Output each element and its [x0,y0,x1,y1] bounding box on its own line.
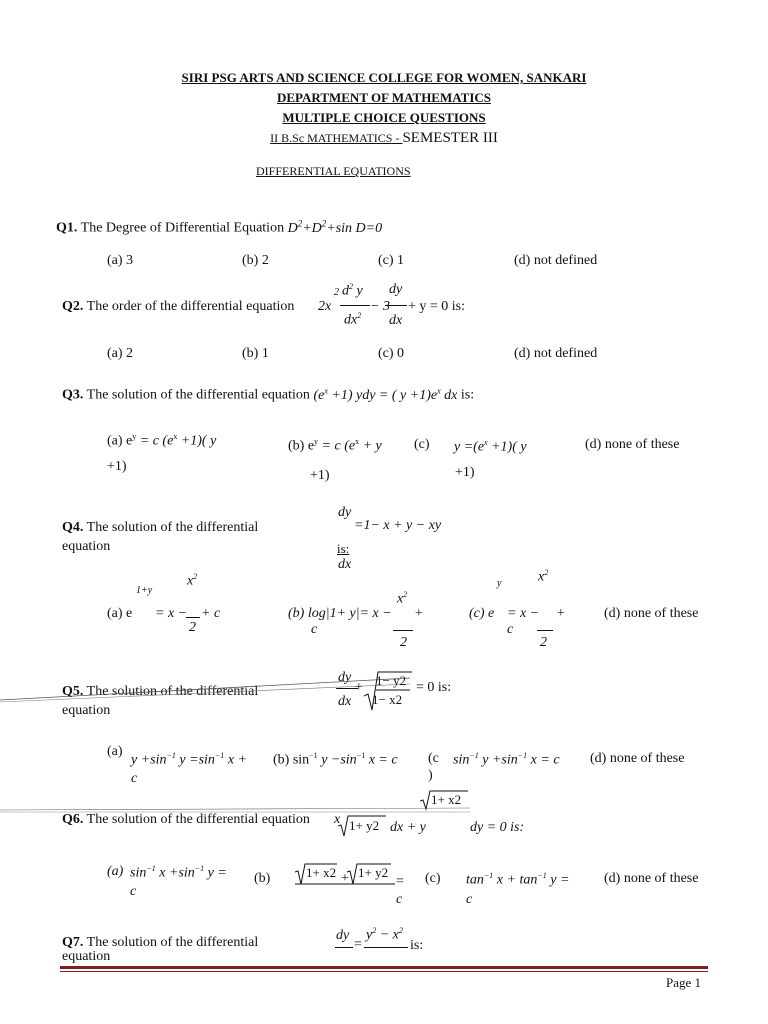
q6-option-a[interactable]: (a) [107,864,124,879]
department-name: DEPARTMENT OF MATHEMATICS [276,90,492,105]
q7-frac-line [335,947,353,948]
q2-option-d[interactable]: (d) not defined [514,346,598,361]
q5-option-d[interactable]: (d) none of these [590,751,685,766]
q6-x: x [334,812,341,827]
q5-option-c[interactable]: (c [428,751,439,766]
q4-text: The solution of the differential [83,520,259,535]
q4-b-plus: + [414,606,424,621]
q7-num: dy [336,928,350,943]
q4-a-den: 2 [189,620,196,635]
footer-rule-thick [60,966,708,969]
q5-label: Q5. [62,684,84,699]
q2-option-c[interactable]: (c) 0 [378,346,405,361]
q7-text-line2: equation [62,949,111,964]
course-semester: SEMESTER III [402,130,498,146]
q4-option-b[interactable]: (b) log|1+ y|= x − [288,606,392,621]
q5-rad-den: 1− x2 [372,692,403,707]
q4-b-frac [393,630,413,631]
q4-a-eq: = x − [155,606,188,621]
q4-c-x: $x^2$ [538,568,549,585]
q5-tail: = 0 is: [416,680,452,695]
q4-b-den: 2 [400,635,407,650]
q6-c-expr: $\tan^{-1} x + \tan^{-1} y$ = [466,871,570,888]
q2-minus3: − 3 [370,299,390,314]
q2-den2: dx [389,313,403,328]
q6-tail: dy = 0 is: [470,820,525,835]
q6-option-c[interactable]: (c) [425,871,441,886]
q2-coeff: 2x [318,299,332,314]
q3-option-d[interactable]: (d) none of these [585,437,680,452]
q5-den: dx [338,694,352,709]
q2-text: The order of the differential equation [83,299,295,314]
q2-den1: $dx^2$ [344,311,362,328]
q7-label: Q7. [62,935,84,950]
q4-is: is: [337,541,350,556]
q4-a-x2: $x^2$ [187,572,198,589]
q3-option-b-cont: +1) [310,468,330,483]
q4-a-plus: + c [201,606,221,621]
q3-option-a-cont: +1) [107,459,127,474]
q7-text: The solution of the differential [83,935,259,950]
q1-option-c[interactable]: (c) 1 [378,253,405,268]
q6-rad-top-text: 1+ x2 [431,792,462,807]
page-number: Page 1 [666,975,702,990]
q3-text: The solution of the differential equation [83,387,314,403]
q6-a-expr: $\sin^{-1} x +\sin^{-1}$ y = [130,864,227,881]
course-line [0,129,768,147]
q2-sup: 2 [334,287,339,298]
q3-option-c[interactable]: (c) [414,437,430,452]
q3-option-b[interactable]: (b) $e^y = c$ ($e^x + y$ [288,437,382,454]
footer-rule-thin [60,971,708,972]
q6-b-c: c [396,892,403,907]
q5-option-a[interactable]: (a) [107,744,123,759]
q1-option-a[interactable]: (a) 3 [107,253,134,268]
question-4 [62,520,258,536]
q2-tail: + y = 0 is: [408,299,466,314]
q4-b-x: $x^2$ [397,590,408,607]
q4-c-plus: + [556,606,566,621]
course-prefix: II B.Sc MATHEMATICS - [270,131,403,145]
q4-text-line2: equation [62,539,111,554]
q2-option-b[interactable]: (b) 1 [242,346,269,361]
q5-option-c-close: ) [428,768,433,783]
q5-text-line2: equation [62,703,111,718]
question-6 [62,812,310,828]
q5-a-c: c [131,771,138,786]
q2-option-a[interactable]: (a) 2 [107,346,134,361]
q4-num: dy [338,505,352,520]
q5-text: The solution of the differential [83,684,259,699]
q5-option-b[interactable]: (b) $\sin^{-1} y -\sin^{-1}$ x = c [273,751,398,768]
q4-option-d[interactable]: (d) none of these [604,606,699,621]
q6-b-eq: = [396,874,404,889]
q5-num: dy [338,670,352,685]
q2-num1: $d^2$ y [342,282,363,299]
q5-c-expr: $\sin^{-1} y +\sin^{-1}$ x = c [453,751,560,768]
q6-b-r2: 1+ y2 [358,865,389,880]
q4-c-frac [537,630,553,631]
q3-option-c-cont: +1) [455,465,475,480]
q2-frac1-line [340,305,370,306]
q4-a-frac [186,617,200,618]
q4-c-den: 2 [540,635,547,650]
question-3: Q3. The solution of the differential equation $(e^x +1)$ ydy = ( $y +1)e^x$ dx is: [62,386,475,403]
q2-num2: dy [389,282,403,297]
q7-eq: = [354,937,362,952]
question-2 [62,299,294,315]
college-name: SIRI PSG ARTS AND SCIENCE COLLEGE FOR WOMEN, SANKARI [181,70,587,85]
q4-c-exp: y [497,578,502,589]
q4-den: dx [338,557,352,572]
q1-text: The Degree of Differential Equation [77,220,288,236]
q6-b-r1: 1+ x2 [306,865,337,880]
q4-option-a[interactable]: (a) e [107,606,133,621]
q7-num2: $y^2 - x^2$ [366,926,403,943]
q6-mid: dx + y [390,820,426,835]
q4-c-eq: = x − [507,606,540,621]
q3-option-a[interactable]: (a) $e^y = c$ $(e^x +1)$( y [107,432,217,449]
q1-option-b[interactable]: (b) 2 [242,253,269,268]
q2-label: Q2. [62,299,84,314]
q4-option-c[interactable]: (c) e [469,606,495,621]
q3-expr: $(e^x +1)$ ydy = ( $y +1)e^x$ dx [313,386,458,403]
q1-expr: $D^2+D^2+\sin$ D=0 [287,218,383,236]
q6-option-d[interactable]: (d) none of these [604,871,699,886]
subject-title: DIFFERENTIAL EQUATIONS [256,164,411,178]
q4-a-exp: 1+y [136,585,153,596]
q6-text: The solution of the differential equation [83,812,310,827]
q5-a-expr: $y +\sin^{-1}$ $y =\sin^{-1}$ x + [131,751,247,768]
q3-option-c-expr: $y =(e^x +1)$( y [454,438,527,455]
q2-frac2-line [385,305,407,306]
q6-a-c: c [130,884,137,899]
q6-c-c: c [466,892,473,907]
document-type: MULTIPLE CHOICE QUESTIONS [282,110,486,125]
q6-rad-y-text: 1+ y2 [349,818,380,833]
q5-rad-num: 1− y2 [376,673,407,688]
q4-rhs: =1− x + y − xy [354,518,442,533]
q4-c-c: c [507,622,514,637]
q6-option-b[interactable]: (b) [254,871,271,886]
q7-frac2-line [364,947,408,948]
q4-b-c: c [311,622,318,637]
q4-label: Q4. [62,520,84,535]
q3-label: Q3. [62,387,84,403]
q6-b-plus: + [341,871,349,886]
q1-label: Q1. [56,220,78,236]
question-1 [56,218,382,237]
q5-plus: + [354,680,364,695]
q7-is: is: [410,938,424,953]
q1-option-d[interactable]: (d) not defined [514,253,598,268]
q6-label: Q6. [62,812,84,827]
